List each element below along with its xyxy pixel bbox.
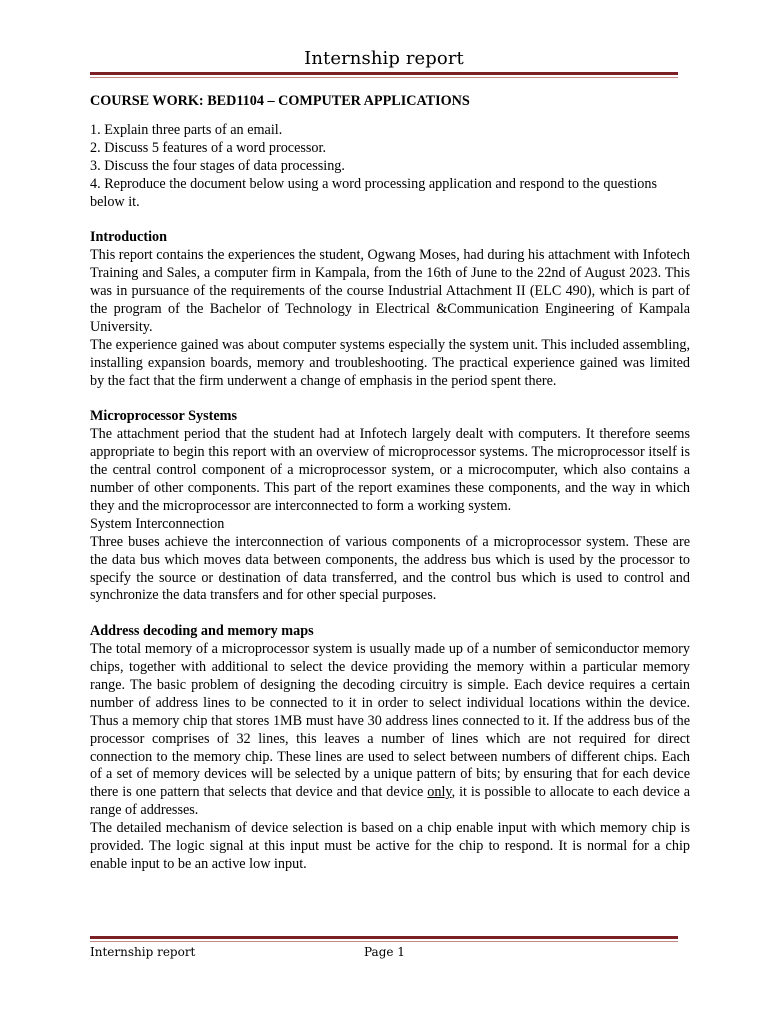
footer-rule [90,936,678,942]
introduction-paragraph: The experience gained was about computer systems especially the system unit. This included assembling, installing expansion boards, memory and troubleshooting. The practical experience gained was limited by the fact that the firm underwent a change of emphasis in the period spent there. [90,336,690,389]
address-decoding-heading: Address decoding and memory maps [90,623,314,640]
introduction-paragraph: This report contains the experiences the student, Ogwang Moses, had during his attachment with Infotech Training and Sales, a computer firm in Kampala, from the 16th of June to the 22nd of August 2023. This was in pursuance of the requirements of the course Industrial Attachment II (ELC 490), which is part of the program of the Bachelor of Technology in Electrical &Communication Engineering of Kampala University. [90,247,690,335]
question-item: 3. Discuss the four stages of data processing. [90,157,345,174]
system-interconnection-paragraph: Three buses achieve the interconnection of various components of a microprocessor system. These are the data bus which moves data between components, the address bus which is used by the processor to specify the source or destination of data transferred, and the control bus which is used to control and synchronize the data transfers and for other special purposes. [90,533,690,604]
footer-rule-thin [90,941,678,942]
microprocessor-heading: Microprocessor Systems [90,408,237,425]
header-title: Internship report [304,48,464,69]
address-decoding-paragraph: The total memory of a microprocessor system is usually made up of a number of semiconductor memory chips, together with additional to select the device providing the memory within a particular memory range. The basic problem of designing the decoding circuitry is simple. Each device requires a certain number of address lines to be connected to it in order to select individual locations within the device. Thus a memory chip that stores 1MB must have 30 address lines connected to it. If the address bus of the processor comprises of 32 lines, this leaves a number of lines which are not required for direct connection to the memory chip. These lines are used to select between numbers of different chips. Each of a set of memory devices will be selected by a unique pattern of bits; by ensuring that for each device there is one pattern that selects that device and that device only, it is possible to allocate to each device a range of addresses. [90,641,690,819]
introduction-heading: Introduction [90,229,167,246]
question-item: 4. Reproduce the document below using a word processing application and respond to the questions below it. [90,175,657,210]
header-rule [90,72,678,78]
question-item: 1. Explain three parts of an email. [90,121,283,138]
header-rule-thin [90,77,678,78]
question-list [90,122,690,212]
underlined-word: only [427,784,452,801]
course-work-title: COURSE WORK: BED1104 – COMPUTER APPLICATIONS [90,93,470,109]
microprocessor-paragraph: The attachment period that the student had at Infotech largely dealt with computers. It therefore seems appropriate to begin this report with an overview of microprocessor systems. The microprocessor itself is the central control component of a microprocessor system, or a microcomputer, which also contains a number of other components. This part of the report examines these components, and the way in which they and the microprocessor are interconnected to form a working system. [90,426,690,514]
question-item: 2. Discuss 5 features of a word processor. [90,139,327,156]
footer-title: Internship report [90,945,196,959]
system-interconnection-subheading: System Interconnection [90,515,225,532]
document-body [90,93,690,874]
page-number: Page 1 [364,945,405,959]
address-decoding-paragraph: The detailed mechanism of device selection is based on a chip enable input with which memory chip is provided. The logic signal at this input must be active for the chip to respond. It is normal for a chip enable input to be an active low input. [90,820,690,873]
